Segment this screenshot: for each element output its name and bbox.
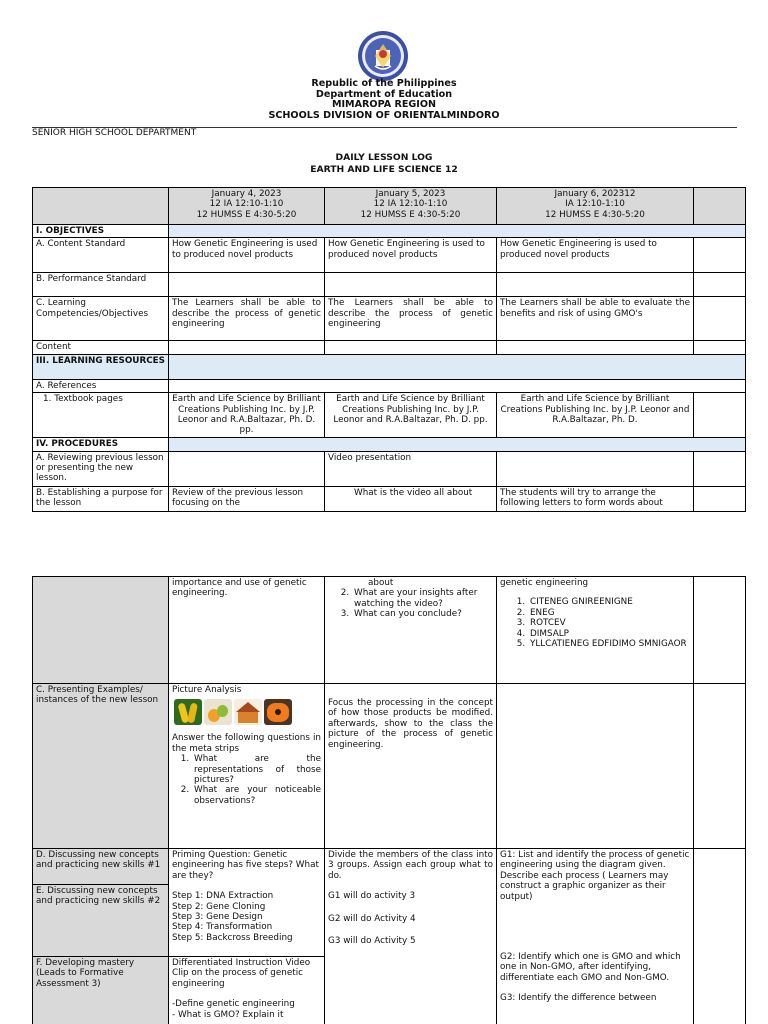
list-item: 1. What is the video all about bbox=[352, 488, 493, 498]
cell-content bbox=[169, 849, 325, 957]
empty-cell bbox=[33, 188, 169, 225]
list-item: 4. DIMSALP bbox=[528, 629, 690, 639]
table-row bbox=[33, 486, 746, 511]
cell-text: Earth and Life Science by Brilliant Creations Publishing Inc. by J.P. Leonor and R.A.Baltazar, Ph. D. bbox=[497, 393, 694, 438]
day-schedule: IA 12:10-1:10 bbox=[565, 199, 625, 210]
list-item: 2. ENEG bbox=[528, 608, 690, 618]
table-row bbox=[33, 577, 746, 684]
section-band bbox=[169, 438, 746, 451]
day-date: January 6, 202312 bbox=[554, 189, 636, 199]
cell-text: G1: List and identify the process of genetic engineering using the diagram given. Describe each process ( Learners may construct a graphic organizer as their output) bbox=[500, 850, 690, 902]
day-header bbox=[169, 188, 325, 225]
day-header bbox=[325, 188, 497, 225]
row-label: Content bbox=[33, 341, 169, 354]
cell-text: Earth and Life Science by Brilliant Creations Publishing Inc. by J.P. Leonor and R.A.Baltazar, Ph. D. pp. bbox=[169, 393, 325, 438]
table-row bbox=[33, 297, 746, 341]
section-row bbox=[33, 354, 746, 379]
empty-cell bbox=[694, 341, 746, 354]
empty-cell bbox=[33, 577, 169, 684]
list-item: 3. What can you conclude? bbox=[352, 609, 493, 619]
cell-text: Answer the following questions in the meta strips bbox=[172, 733, 321, 754]
table-row bbox=[33, 393, 746, 438]
cell-text: The Learners shall be able to evaluate the benefits and risk of using GMO's bbox=[497, 297, 694, 341]
step-item: Step 1: DNA Extraction bbox=[172, 891, 274, 902]
date-header-row bbox=[33, 188, 746, 225]
cell-content bbox=[325, 849, 497, 1024]
empty-cell bbox=[694, 188, 746, 225]
letterhead bbox=[0, 79, 768, 121]
cell-text: -Define genetic engineering bbox=[172, 999, 295, 1010]
document-title: DAILY LESSON LOG bbox=[335, 152, 433, 163]
letterhead-line: MIMAROPA REGION bbox=[331, 99, 437, 110]
list-item: 2. What are your insights after watching the video? bbox=[352, 588, 493, 609]
cell-text: Video presentation bbox=[325, 451, 497, 486]
empty-cell bbox=[169, 273, 325, 297]
cell-text: Focus the processing in the concept of how those products be modified. afterwards, show to the class the picture of the process of genetic engineering. bbox=[328, 698, 493, 750]
empty-cell bbox=[169, 341, 325, 354]
row-label: B. Performance Standard bbox=[33, 273, 169, 297]
group-assignment: G2 will do Activity 4 bbox=[328, 913, 416, 924]
row-label: A. Reviewing previous lesson or presenting the new lesson. bbox=[33, 451, 169, 486]
empty-cell bbox=[694, 238, 746, 273]
lesson-log-table bbox=[32, 187, 746, 512]
section-row bbox=[33, 225, 746, 238]
cell-list bbox=[325, 577, 497, 684]
day-header bbox=[497, 188, 694, 225]
list-item: 2. What are your noticeable observations? bbox=[192, 785, 321, 806]
row-label: C. Learning Competencies/Objectives bbox=[33, 297, 169, 341]
table-row bbox=[33, 849, 746, 885]
deped-seal-icon bbox=[357, 30, 409, 82]
step-item: Step 5: Backcross Breeding bbox=[172, 932, 293, 943]
section-heading: I. OBJECTIVES bbox=[33, 225, 169, 238]
empty-cell bbox=[694, 684, 746, 849]
cell-text: The Learners shall be able to describe the process of genetic engineering bbox=[325, 297, 497, 341]
cell-text: Review of the previous lesson focusing on the bbox=[169, 486, 325, 511]
empty-cell bbox=[325, 273, 497, 297]
row-label: D. Discussing new concepts and practicing new skills #1 bbox=[33, 849, 169, 885]
empty-cell bbox=[694, 273, 746, 297]
cell-text: The students will try to arrange the following letters to form words about bbox=[497, 486, 694, 511]
step-item: Step 4: Transformation bbox=[172, 922, 273, 933]
cell-text: Divide the members of the class into 3 groups. Assign each group what to do. bbox=[328, 850, 493, 881]
cell-text: G3: Identify the difference between bbox=[500, 993, 657, 1004]
section-heading: IV. PROCEDURES bbox=[33, 438, 169, 451]
cell-content bbox=[497, 849, 694, 1024]
empty-cell bbox=[694, 297, 746, 341]
cell-list bbox=[325, 486, 497, 511]
empty-cell bbox=[169, 379, 746, 392]
cell-text: Differentiated Instruction Video Clip on the process of genetic engineering bbox=[172, 958, 311, 989]
row-label: C. Presenting Examples/ instances of the new lesson bbox=[33, 684, 169, 849]
letterhead-line: Republic of the Philippines bbox=[311, 78, 457, 89]
cell-content bbox=[169, 684, 325, 849]
group-assignment: G1 will do activity 3 bbox=[328, 891, 416, 902]
empty-cell bbox=[694, 486, 746, 511]
cell-title: Picture Analysis bbox=[172, 685, 242, 695]
table-row bbox=[33, 684, 746, 849]
day-schedule: 12 IA 12:10-1:10 bbox=[209, 199, 284, 210]
corn-icon bbox=[174, 699, 202, 725]
empty-cell bbox=[694, 577, 746, 684]
group-assignment: G3 will do Activity 5 bbox=[328, 936, 416, 947]
lesson-log-table-continued bbox=[32, 576, 746, 1024]
list-item: 3. ROTCEV bbox=[528, 618, 690, 628]
table-row bbox=[33, 273, 746, 297]
table-row bbox=[33, 238, 746, 273]
empty-cell bbox=[694, 393, 746, 438]
log-title bbox=[0, 152, 768, 175]
day-schedule: 12 HUMSS E 4:30-5:20 bbox=[196, 209, 297, 220]
step-item: Step 3: Gene Design bbox=[172, 912, 263, 923]
cell-text: importance and use of genetic engineering. bbox=[169, 577, 325, 684]
empty-cell bbox=[694, 849, 746, 1024]
letterhead-line: SCHOOLS DIVISION OF ORIENTALMINDORO bbox=[268, 109, 500, 121]
section-band bbox=[169, 354, 746, 379]
letterhead-line: Department of Education bbox=[315, 88, 453, 100]
cell-text: Priming Question: Genetic engineering has five steps? What are they? bbox=[172, 850, 319, 881]
picture-strip bbox=[174, 699, 321, 725]
cell-text: genetic engineering bbox=[500, 578, 589, 588]
cell-content bbox=[325, 684, 497, 849]
cell-list bbox=[497, 577, 694, 684]
list-item-continued: about bbox=[368, 578, 394, 588]
list-item: 1. What are the representations of those pictures? bbox=[192, 754, 321, 785]
empty-cell bbox=[497, 684, 694, 849]
section-heading: III. LEARNING RESOURCES bbox=[33, 354, 169, 379]
table-row bbox=[33, 341, 746, 354]
empty-cell bbox=[497, 341, 694, 354]
house-icon bbox=[234, 699, 262, 725]
empty-cell bbox=[694, 451, 746, 486]
subject-title: EARTH AND LIFE SCIENCE 12 bbox=[310, 163, 458, 175]
department-label: SENIOR HIGH SCHOOL DEPARTMENT bbox=[32, 128, 197, 138]
row-label: B. Establishing a purpose for the lesson bbox=[33, 486, 169, 511]
row-label: F. Developing mastery (Leads to Formative Assessment 3) bbox=[33, 957, 169, 1024]
day-date: January 5, 2023 bbox=[375, 189, 446, 199]
cell-text: How Genetic Engineering is used to produced novel products bbox=[497, 238, 694, 273]
list-item: 1. CITENEG GNIREENIGNE bbox=[528, 597, 690, 607]
cell-content bbox=[169, 957, 325, 1024]
table-row bbox=[33, 379, 746, 392]
section-band bbox=[169, 225, 746, 238]
row-label: E. Discussing new concepts and practicing new skills #2 bbox=[33, 885, 169, 957]
empty-cell bbox=[497, 451, 694, 486]
cell-text: Earth and Life Science by Brilliant Creations Publishing Inc. by J.P. Leonor and R.A.Baltazar, Ph. D. pp. bbox=[325, 393, 497, 438]
day-schedule: 12 HUMSS E 4:30-5:20 bbox=[360, 209, 461, 220]
step-item: Step 2: Gene Cloning bbox=[172, 901, 266, 912]
cell-text: G2: Identify which one is GMO and which one in Non-GMO, after identifying, differentiate each GMO and Non-GMO. bbox=[500, 952, 681, 983]
cell-text: How Genetic Engineering is used to produced novel products bbox=[169, 238, 325, 273]
cell-text: How Genetic Engineering is used to produced novel products bbox=[325, 238, 497, 273]
empty-cell bbox=[325, 341, 497, 354]
table-row bbox=[33, 451, 746, 486]
day-date: January 4, 2023 bbox=[211, 189, 282, 199]
row-label: A. Content Standard bbox=[33, 238, 169, 273]
row-label: A. References bbox=[33, 379, 169, 392]
list-item: 5. YLLCATIENEG EDFIDIMO SMNIGAOR bbox=[528, 639, 690, 649]
section-row bbox=[33, 438, 746, 451]
day-schedule: 12 IA 12:10-1:10 bbox=[373, 199, 448, 210]
papaya-icon bbox=[264, 699, 292, 725]
empty-cell bbox=[497, 273, 694, 297]
fruit-icon bbox=[204, 699, 232, 725]
row-label: 1. Textbook pages bbox=[33, 393, 169, 438]
empty-cell bbox=[169, 451, 325, 486]
cell-text: The Learners shall be able to describe the process of genetic engineering bbox=[169, 297, 325, 341]
day-schedule: 12 HUMSS E 4:30-5:20 bbox=[545, 209, 645, 220]
cell-text: - What is GMO? Explain it bbox=[172, 1009, 284, 1020]
